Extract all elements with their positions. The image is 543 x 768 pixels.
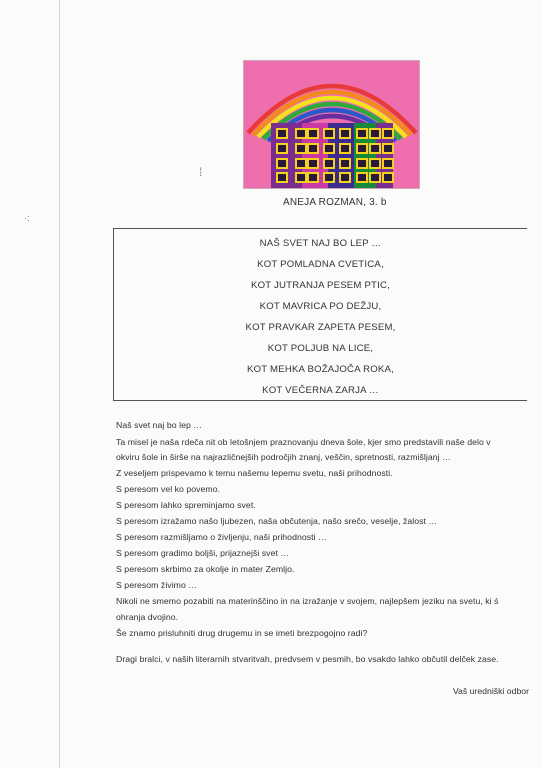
scan-ink-mark: ⁞ <box>199 165 203 179</box>
body-line: Nikoli ne smemo pozabiti na materinščino in na izražanje v svojem, najlepšem jeziku na svetu, ki ś <box>116 596 499 606</box>
poem-line: KOT PRAVKAR ZAPETA PESEM, <box>245 322 396 333</box>
body-line: Z veseljem prispevamo k temu našemu lepemu svetu, naši prihodnosti. <box>116 468 393 478</box>
body-line: okviru šole in širše na najrazličnejših področjih znanj, veščin, spretnosti, razmišljanj … <box>116 452 451 462</box>
body-line: S peresom lahko spreminjamo svet. <box>116 500 256 510</box>
poem-line: KOT MEHKA BOŽAJOČA ROKA, <box>247 364 394 375</box>
body-line: S peresom vel ko povemo. <box>116 484 221 494</box>
painting-caption: ANEJA ROZMAN, 3. b <box>283 197 387 208</box>
poem-line: KOT MAVRICA PO DEŽJU, <box>259 301 382 312</box>
child-painting-rainbow-house <box>243 60 420 189</box>
body-line: Še znamo prisluhniti drug drugemu in se imeti brezpogojno radi? <box>116 628 368 638</box>
poem-line: KOT JUTRANJA PESEM PTIC, <box>251 280 390 291</box>
body-line: ohranja dvojino. <box>116 612 179 622</box>
body-line: S peresom gradimo boljši, prijaznejši svet … <box>116 548 290 558</box>
poem-line: KOT POLJUB NA LICE, <box>267 343 374 354</box>
poem-box <box>113 228 527 401</box>
body-line: Naš svet naj bo lep … <box>116 420 203 430</box>
scan-speck-mark: ·: <box>24 213 30 223</box>
page-margin-line <box>59 0 60 768</box>
body-line: S peresom izražamo našo ljubezen, naša občutenja, našo srečo, veselje, žalost … <box>116 516 438 526</box>
signature: Vaš uredniški odbor <box>452 686 529 696</box>
poem-line: KOT VEČERNA ZARJA … <box>262 385 379 396</box>
poem-line: NAŠ SVET NAJ BO LEP … <box>259 238 382 249</box>
body-line: S peresom razmišljamo o življenju, naši prihodnosti … <box>116 532 327 542</box>
rainbow-house-drawing-icon <box>244 61 419 188</box>
body-line: Dragi bralci, v naših literarnih stvaritvah, predvsem v pesmih, bo vsakdo lahko občutil delček zase. <box>116 654 499 664</box>
poem-line: KOT POMLADNA CVETICA, <box>257 259 384 270</box>
body-line: S peresom živimo … <box>116 580 198 590</box>
body-line: Ta misel je naša rdeča nit ob letošnjem praznovanju dneva šole, kjer smo predstavili naše delo v <box>116 437 491 447</box>
body-line: S peresom skrbimo za okolje in mater Zemljo. <box>116 564 295 574</box>
